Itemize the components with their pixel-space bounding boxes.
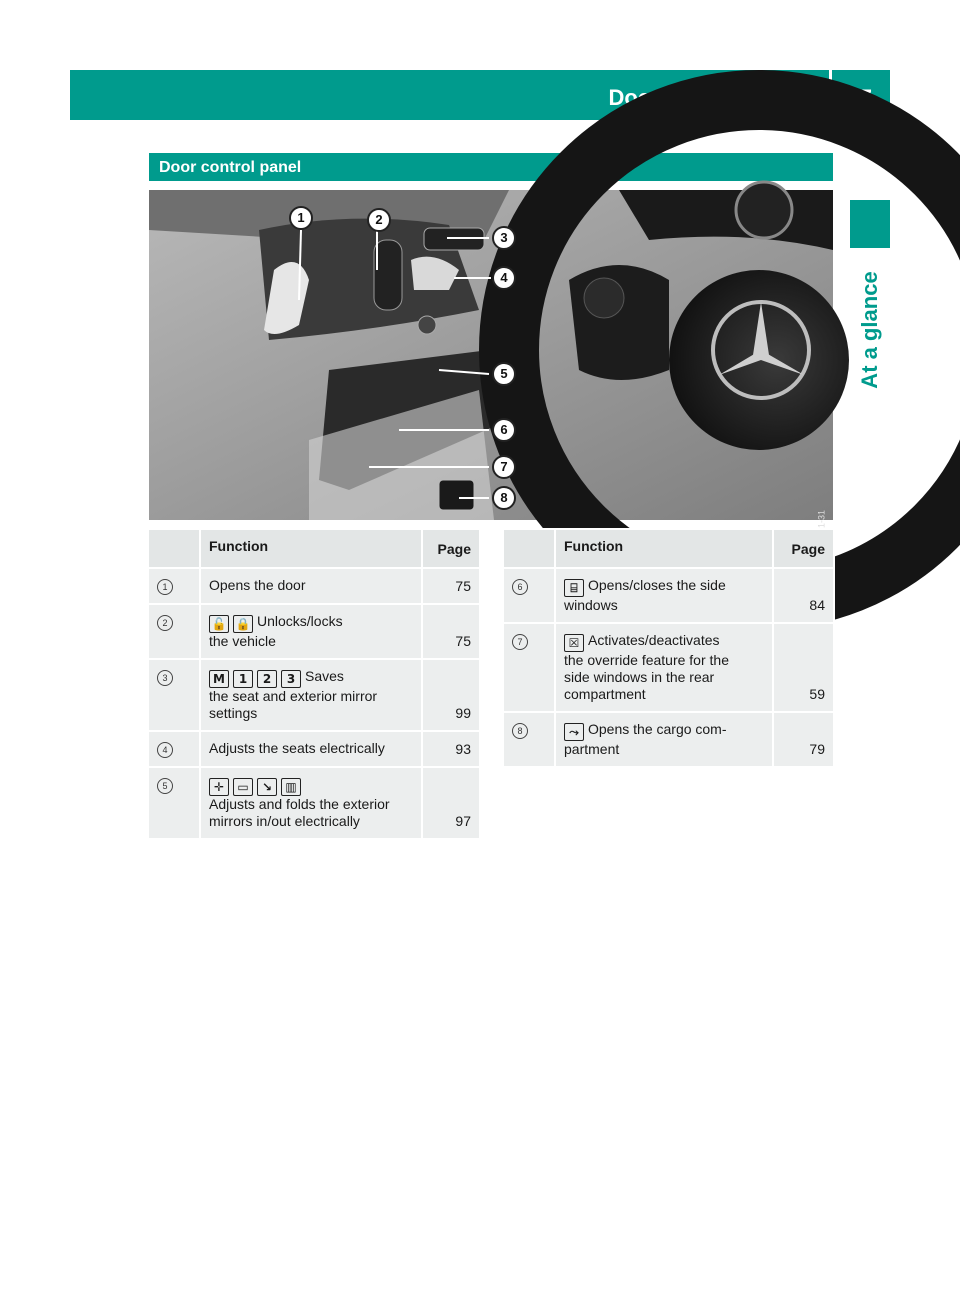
page-ref: 93 bbox=[422, 731, 480, 767]
header-title: Door control panel bbox=[608, 85, 804, 110]
item-number: 1 bbox=[157, 579, 173, 595]
door-panel-illustration bbox=[149, 190, 833, 520]
callout-8: 8 bbox=[492, 486, 516, 510]
callout-2: 2 bbox=[367, 208, 391, 232]
function-text: Opens the cargo com- bbox=[588, 721, 727, 737]
page-ref: 84 bbox=[773, 568, 834, 623]
function-text: Activates/deactivates bbox=[588, 632, 720, 648]
table-header-row bbox=[503, 529, 834, 568]
function-table-right bbox=[502, 528, 835, 768]
function-text: compartment bbox=[564, 686, 646, 702]
callout-4: 4 bbox=[492, 266, 516, 290]
page-ref: 99 bbox=[422, 659, 480, 731]
function-text: the override feature for the bbox=[564, 652, 729, 668]
item-number: 3 bbox=[157, 670, 173, 686]
function-text: the vehicle bbox=[209, 633, 276, 649]
function-text: side windows in the rear bbox=[564, 669, 715, 685]
unlock-icon: 🔓 bbox=[209, 615, 229, 633]
function-text: Unlocks/locks bbox=[257, 613, 343, 629]
item-number: 7 bbox=[512, 634, 528, 650]
function-text: mirrors in/out electrically bbox=[209, 813, 360, 829]
function-text: Saves bbox=[305, 668, 344, 684]
table-header-number bbox=[503, 529, 555, 568]
item-number: 5 bbox=[157, 778, 173, 794]
page-ref: 97 bbox=[422, 767, 480, 839]
window-override-icon: ☒ bbox=[564, 634, 584, 652]
table-row bbox=[503, 568, 834, 623]
function-text: Opens the door bbox=[209, 577, 306, 593]
table-header-function: Function bbox=[555, 529, 773, 568]
page-ref: 79 bbox=[773, 712, 834, 767]
page-ref: 59 bbox=[773, 623, 834, 712]
table-header-page: Page bbox=[773, 529, 834, 568]
item-number: 2 bbox=[157, 615, 173, 631]
page-ref: 75 bbox=[422, 568, 480, 604]
function-text: settings bbox=[209, 705, 258, 721]
memory-m-icon: M bbox=[209, 670, 229, 688]
window-switch-icon: ⌸ bbox=[564, 579, 584, 597]
function-table-left bbox=[147, 528, 481, 840]
item-number: 4 bbox=[157, 742, 173, 758]
section-title-bar bbox=[149, 153, 833, 181]
page-ref: 75 bbox=[422, 604, 480, 659]
callout-6: 6 bbox=[492, 418, 516, 442]
table-row bbox=[148, 568, 480, 604]
item-number: 6 bbox=[512, 579, 528, 595]
callout-1: 1 bbox=[289, 206, 313, 230]
side-tab-label: At a glance bbox=[857, 271, 882, 389]
table-header-number bbox=[148, 529, 200, 568]
table-header-page: Page bbox=[422, 529, 480, 568]
function-text: Adjusts and folds the exterior bbox=[209, 796, 390, 812]
callout-5: 5 bbox=[492, 362, 516, 386]
table-row bbox=[148, 604, 480, 659]
function-text: partment bbox=[564, 741, 620, 757]
page-number: 37 bbox=[847, 85, 872, 110]
function-text: Adjusts the seats electrically bbox=[209, 740, 385, 756]
table-row bbox=[503, 623, 834, 712]
table-header-row bbox=[148, 529, 480, 568]
callout-3: 3 bbox=[492, 226, 516, 250]
callout-7: 7 bbox=[492, 455, 516, 479]
function-text: windows bbox=[564, 597, 618, 613]
function-text: Opens/closes the side bbox=[588, 577, 726, 593]
lock-icon: 🔒 bbox=[233, 615, 253, 633]
left-mirror-icon: ▭ bbox=[233, 778, 253, 796]
right-mirror-icon: ↘ bbox=[257, 778, 277, 796]
table-row bbox=[148, 659, 480, 731]
mirror-fold-icon: ▥ bbox=[281, 778, 301, 796]
section-title: Door control panel bbox=[159, 159, 302, 176]
table-row bbox=[148, 731, 480, 767]
side-tab-marker bbox=[850, 200, 890, 248]
door-panel-photo bbox=[149, 190, 833, 520]
table-header-function: Function bbox=[200, 529, 422, 568]
item-number: 8 bbox=[512, 723, 528, 739]
memory-2-icon: 2 bbox=[257, 670, 277, 688]
function-text: the seat and exterior mirror bbox=[209, 688, 378, 704]
mirror-adjust-icon: ✛ bbox=[209, 778, 229, 796]
table-row bbox=[503, 712, 834, 767]
table-row bbox=[148, 767, 480, 839]
memory-1-icon: 1 bbox=[233, 670, 253, 688]
tailgate-icon: ⤳ bbox=[564, 723, 584, 741]
memory-3-icon: 3 bbox=[281, 670, 301, 688]
